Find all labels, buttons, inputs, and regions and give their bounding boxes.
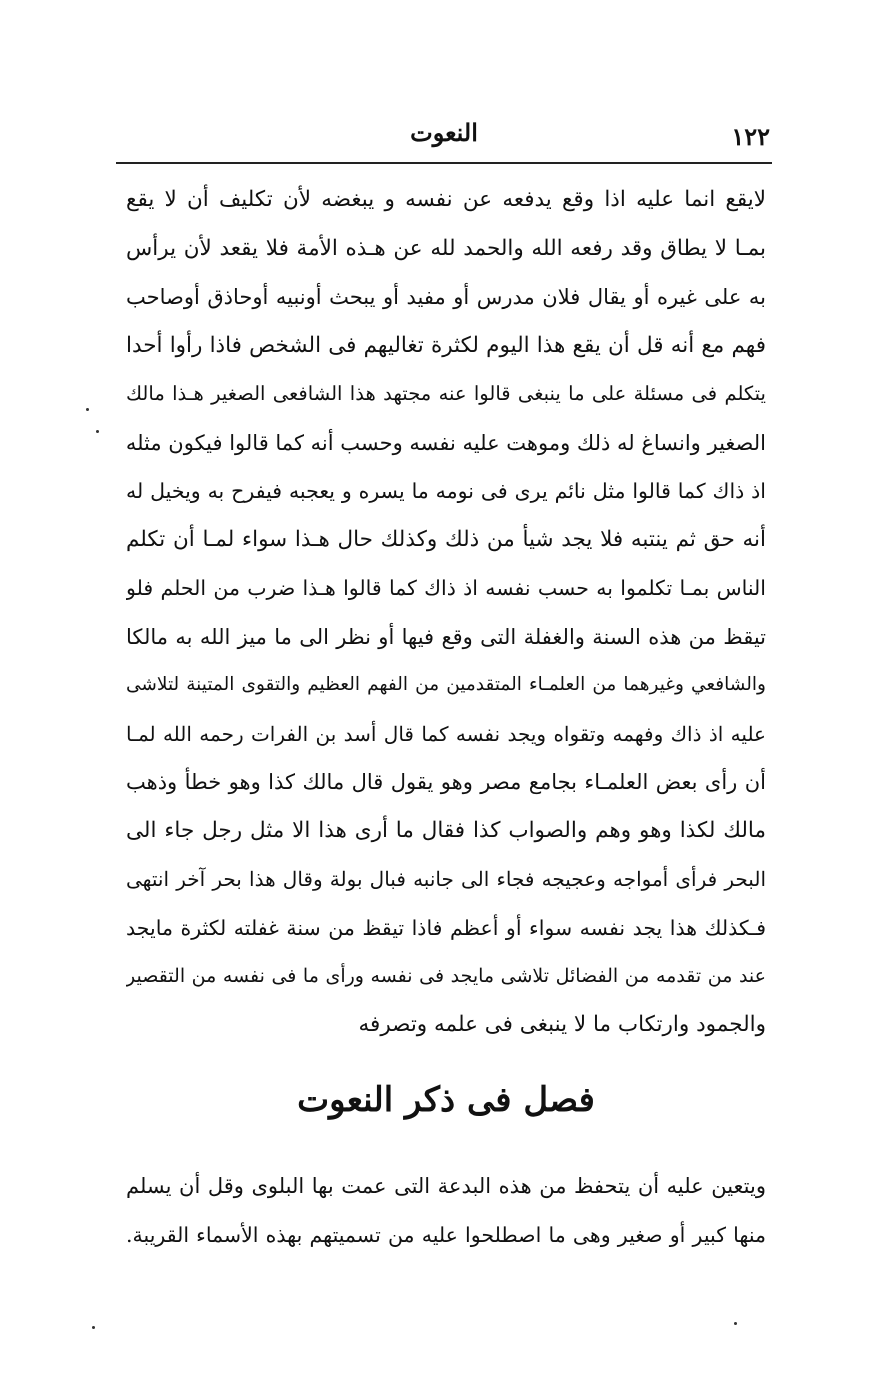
text-line: فهم مع أنه قل أن يقع هذا اليوم لكثرة تغاليهم فى الشخص فاذا رأوا أحدا (126, 332, 766, 358)
text-line: الصغير وانساغ له ذلك وموهت عليه نفسه وحسب أنه كما قالوا فيكون مثله (126, 430, 766, 455)
page-header (118, 118, 770, 158)
text-line: عليه اذ ذاك وفهمه وتقواه ويجد نفسه كما قال أسد بن الفرات رحمه الله لمـا (126, 721, 766, 746)
text-line: أن رأى بعض العلمـاء بجامع مصر وهو يقول قال مالك كذا وهو خطأ وذهب (126, 770, 766, 794)
scan-speck (92, 1326, 95, 1329)
page-number: ١٢٢ (731, 122, 770, 151)
scan-speck (734, 1322, 737, 1325)
text-line: أنه حق ثم ينتبه فلا يجد شيأ من ذلك وكذلك حال هـذا سواء لمـا أن تكلم (126, 526, 766, 552)
text-line: والجمود وارتكاب ما لا ينبغى فى علمه وتصرفه (358, 1011, 766, 1037)
header-rule (116, 162, 772, 164)
paragraph-2 (126, 1162, 766, 1259)
running-title: النعوت (410, 118, 478, 147)
text-line: ويتعين عليه أن يتحفظ من هذه البدعة التى عمت بها البلوى وقل أن يسلم (126, 1174, 766, 1198)
section-heading: فصل فى ذكر النعوت (297, 1080, 595, 1120)
text-line: لايقع انما عليه اذا وقع يدفعه عن نفسه و يبغضه لأن تكليف أن لا يقع (126, 187, 766, 212)
text-line: والشافعي وغيرهما من العلمـاء المتقدمين من الفهم العظيم والتقوى المتينة لتلاشى (126, 674, 766, 695)
scan-speck (86, 408, 89, 411)
paragraph-1 (126, 176, 766, 1049)
text-line: تيقظ من هذه السنة والغفلة التى وقع فيها أو نظر الى ما ميز الله به مالكا (126, 624, 766, 649)
text-line: به على غيره أو يقال فلان مدرس أو مفيد أو يبحث أونبيه أوحاذق أوصاحب (126, 285, 766, 309)
text-line: مالك لكذا وهو وهم والصواب كذا فقال ما أرى هذا الا مثل رجل جاء الى (126, 817, 766, 843)
text-line: اذ ذاك كما قالوا مثل نائم يرى فى نومه ما يسره و يعجبه فيفرح به ويخيل له (126, 479, 766, 503)
text-line: الناس بمـا تكلموا به حسب نفسه اذ ذاك كما قالوا هـذا ضرب من الحلم فلو (126, 576, 766, 600)
text-line: البحر فرأى أمواجه وعجيجه فجاء الى جانبه فبال بولة وقال هذا بحر آخر انتهى (126, 867, 766, 891)
text-line: بمـا لا يطاق وقد رفعه الله والحمد لله عن هـذه الأمة فلا يقعد لأن يرأس (126, 235, 766, 261)
text-line: يتكلم فى مسئلة على ما ينبغى قالوا عنه مجتهد هذا الشافعى الصغير هـذا مالك (126, 382, 766, 405)
text-line: منها كبير أو صغير وهى ما اصطلحوا عليه من تسميتهم بهذه الأسماء القريبة. (126, 1222, 766, 1247)
text-line: عند من تقدمه من الفضائل تلاشى مايجد فى نفسه ورأى ما فى نفسه من التقصير (126, 965, 766, 987)
text-line: فـكذلك هذا يجد نفسه سواء أو أعظم فاذا تيقظ من سنة غفلته لكثرة مايجد (126, 915, 766, 940)
scan-speck (96, 430, 99, 433)
